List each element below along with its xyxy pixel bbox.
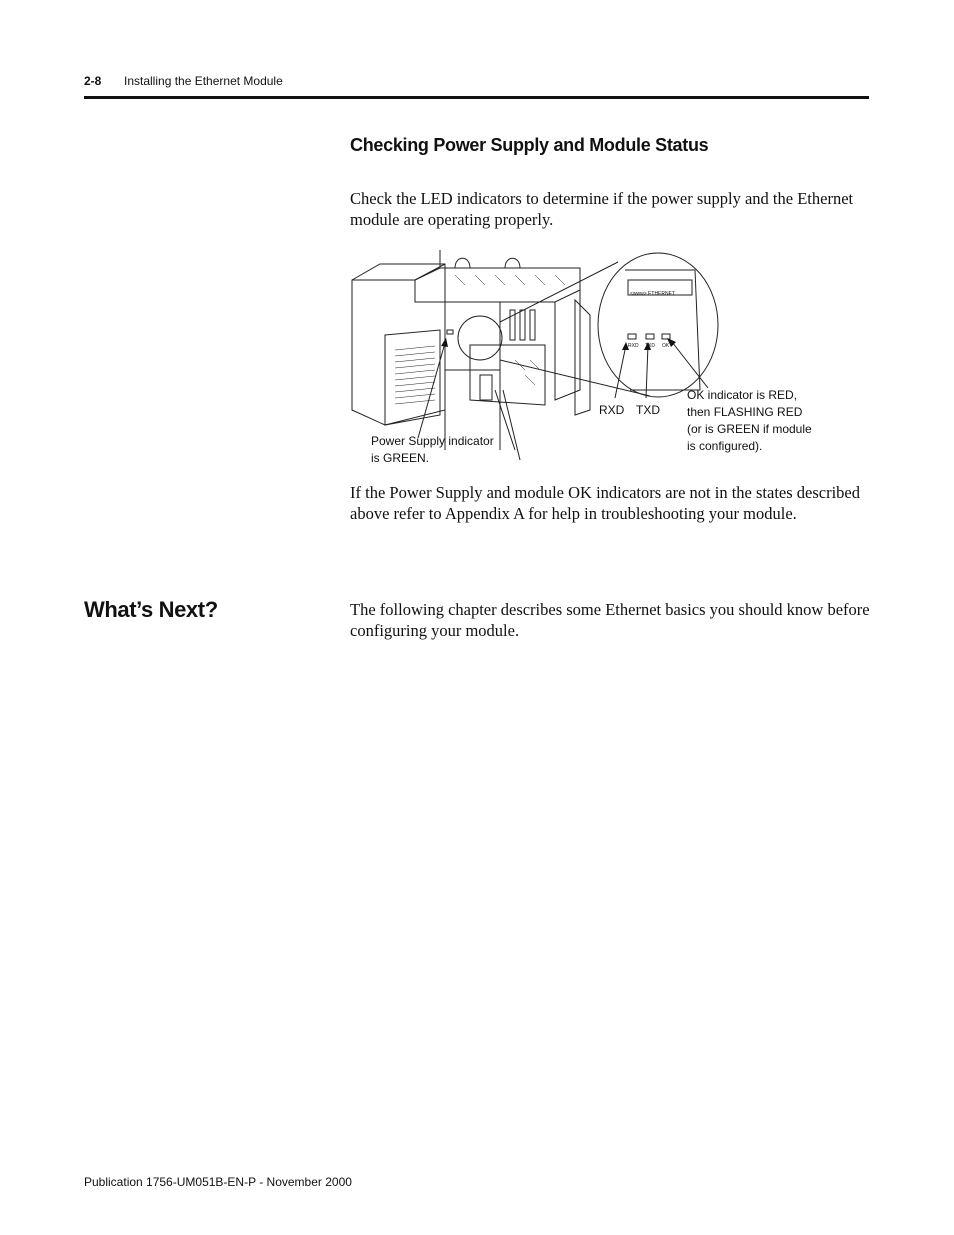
running-header: Installing the Ethernet Module <box>124 74 283 88</box>
zoom-callout <box>598 253 718 397</box>
page-number: 2-8 <box>84 74 102 88</box>
led-label-ok: OK <box>662 343 670 349</box>
section-heading: Checking Power Supply and Module Status <box>350 135 709 155</box>
whats-next-heading: What’s Next? <box>84 597 218 622</box>
publication-footer: Publication 1756-UM051B-EN-P - November 2000 <box>84 1175 352 1189</box>
panel-label: <www> ETHERNET <box>630 291 676 297</box>
header-rule <box>84 96 869 99</box>
magnifier-circle <box>458 316 502 360</box>
txd-label: TXD <box>636 403 660 417</box>
ok-leader <box>672 342 708 388</box>
next-paragraph: The following chapter describes some Ethernet basics you should know before configuring your module. <box>350 600 870 640</box>
txd-led <box>646 334 654 339</box>
led-label-txd: TXD <box>645 343 655 349</box>
ok-led <box>662 334 670 339</box>
ethernet-panel <box>625 270 700 390</box>
led-label-rxd: RXD <box>628 343 639 349</box>
ok-caption: OK indicator is RED, then FLASHING RED (or is GREEN if module is configured). <box>687 388 812 453</box>
rxd-led <box>628 334 636 339</box>
rxd-label: RXD <box>599 403 625 417</box>
power-supply-illustration <box>352 264 453 425</box>
power-leader <box>418 343 445 438</box>
troubleshoot-paragraph: If the Power Supply and module OK indicators are not in the states described above refer to Appendix A for help in troubleshooting your module. <box>350 483 861 523</box>
intro-paragraph: Check the LED indicators to determine if the power supply and the Ethernet module are operating properly. <box>350 189 854 229</box>
power-supply-caption: Power Supply indicator is GREEN. <box>371 434 494 465</box>
